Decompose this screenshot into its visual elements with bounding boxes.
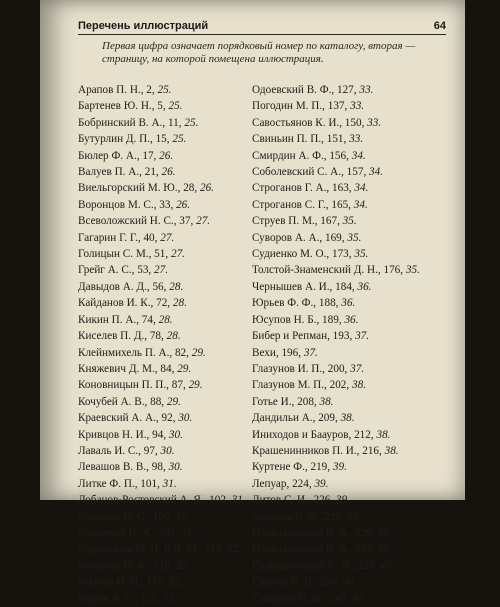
page-title: Перечень иллюстраций bbox=[78, 20, 209, 32]
entry-page: 29. bbox=[191, 346, 206, 359]
entry-name: Гагарин Г. Г., 40, bbox=[78, 231, 158, 244]
entry-name: Толстой-Знаменский Д. Н., 176, bbox=[252, 264, 404, 277]
index-entry bbox=[78, 164, 246, 180]
entry-page: 30. bbox=[160, 444, 175, 457]
entry-page: 39. bbox=[332, 461, 347, 474]
entry-name: Одоевский В. Ф., 127, bbox=[252, 84, 357, 96]
entry-page: 27. bbox=[154, 264, 168, 277]
right-column bbox=[252, 82, 420, 607]
entry-page: 40. bbox=[342, 576, 357, 589]
entry-page: 27. bbox=[196, 215, 211, 228]
entry-page: 35. bbox=[405, 264, 420, 277]
index-entry bbox=[252, 295, 420, 311]
entry-name: Мальцов И. С., 106, bbox=[78, 510, 173, 523]
entry-name: Иниходов и Баауров, 212, bbox=[252, 428, 374, 441]
index-entry bbox=[252, 262, 420, 278]
index-entry bbox=[252, 98, 420, 114]
entry-page: 26. bbox=[176, 198, 191, 211]
entry-name: Левашов В. В., 98, bbox=[78, 461, 166, 474]
index-entry bbox=[252, 476, 420, 492]
entry-page: 38. bbox=[384, 444, 399, 457]
entry-page: 30. bbox=[178, 412, 193, 425]
index-entry bbox=[78, 262, 246, 278]
entry-name: Коновницын П. П., 87, bbox=[78, 379, 186, 392]
entry-name: Бюлер Ф. А., 17, bbox=[78, 149, 157, 162]
entry-name: Кривцов Н. И., 94, bbox=[78, 428, 167, 441]
entry-page: 30. bbox=[168, 461, 183, 474]
index-entry bbox=[78, 443, 246, 459]
index-entry bbox=[252, 591, 420, 607]
entry-name: Лепуар, 224, bbox=[252, 477, 312, 490]
index-entry bbox=[78, 394, 246, 410]
entry-page: 27. bbox=[170, 248, 185, 261]
entry-page: 30. bbox=[168, 428, 183, 441]
entry-name: Киселев П. Д., 78, bbox=[78, 330, 164, 343]
index-entry bbox=[78, 279, 246, 295]
entry-name: Грейг А. С., 53, bbox=[78, 264, 152, 277]
entry-page: 38. bbox=[376, 428, 391, 441]
index-entry bbox=[78, 295, 246, 311]
entry-page: 33. bbox=[350, 100, 365, 113]
entry-name: Юсупов Н. Б., 189, bbox=[252, 313, 342, 326]
entry-name: Всеволожский Н. С., 37, bbox=[78, 215, 194, 228]
entry-page: 38. bbox=[352, 379, 366, 392]
entry-page: 32. bbox=[168, 576, 183, 589]
index-entry bbox=[252, 459, 420, 475]
entry-page: 35. bbox=[354, 248, 369, 261]
entry-name: Сленин И. В., 240, bbox=[252, 576, 340, 589]
entry-name: Суворов А. А., 169, bbox=[252, 231, 345, 244]
index-entry bbox=[78, 230, 246, 246]
index-entry bbox=[78, 345, 246, 361]
entry-page: 26. bbox=[161, 166, 176, 179]
index-entry bbox=[78, 410, 246, 426]
entry-name: Глазунов М. П., 202, bbox=[252, 379, 350, 392]
entry-name: Крашенинников П. И., 216, bbox=[252, 444, 382, 457]
entry-name: Краевский А. А., 92, bbox=[78, 412, 176, 425]
entry-page: 31. bbox=[231, 494, 246, 507]
entry-page: 34. bbox=[354, 182, 369, 195]
index-entry bbox=[78, 213, 246, 229]
entry-page: 32. bbox=[162, 592, 177, 605]
entry-name: Куртене Ф., 219, bbox=[252, 461, 331, 474]
entry-page: 36. bbox=[341, 297, 356, 310]
entry-name: Юрьев Ф. Ф., 188, bbox=[252, 297, 339, 310]
entry-name: Валуев П. А., 21, bbox=[78, 166, 159, 179]
entry-page: 33. bbox=[349, 133, 364, 146]
entry-page: 35. bbox=[347, 231, 362, 244]
entry-name: Литке Ф. П., 101, bbox=[78, 477, 160, 490]
index-entry bbox=[252, 541, 420, 557]
entry-page: 33. bbox=[367, 116, 382, 129]
index-entry bbox=[252, 197, 420, 213]
entry-page: 33. bbox=[359, 84, 374, 96]
entry-name: Строганов С. Г., 165, bbox=[252, 198, 351, 211]
index-entry bbox=[252, 279, 420, 295]
index-entry bbox=[78, 377, 246, 393]
entry-page: 37. bbox=[303, 346, 318, 359]
index-entry bbox=[252, 213, 420, 229]
entry-name: Смирдин И. Ф., 243, bbox=[252, 592, 349, 605]
entry-page: 31. bbox=[175, 510, 190, 523]
index-entry bbox=[78, 328, 246, 344]
index-entry bbox=[252, 492, 420, 508]
entry-page: 37. bbox=[355, 330, 370, 343]
entry-page: 36. bbox=[344, 313, 359, 326]
entry-name: Кикин П. А., 74, bbox=[78, 313, 156, 326]
index-entry bbox=[252, 148, 420, 164]
entry-name: Струев П. М., 167, bbox=[252, 215, 340, 228]
entry-name: Судиенко М. О., 173, bbox=[252, 248, 352, 261]
index-entry bbox=[252, 115, 420, 131]
entry-name: Глазунов И. П., 200, bbox=[252, 362, 348, 375]
index-entry bbox=[78, 180, 246, 196]
entry-name: Строганов Г. А., 163, bbox=[252, 182, 352, 195]
entry-name: Маркевич Н. А., 107, bbox=[78, 526, 179, 539]
entry-name: Селивановский С. И., 238, bbox=[252, 559, 378, 572]
entry-page: 26. bbox=[159, 149, 174, 162]
entry-name: Княжевич Д. М., 84, bbox=[78, 362, 175, 375]
entry-page: 31. bbox=[180, 526, 195, 539]
index-entry bbox=[78, 115, 246, 131]
index-entry bbox=[78, 459, 246, 475]
index-entry bbox=[78, 525, 246, 541]
entry-page: 27. bbox=[160, 231, 175, 244]
index-entry bbox=[252, 230, 420, 246]
entry-page: 39. bbox=[314, 477, 329, 490]
intro-note: Первая цифра означает порядковый номер по каталогу, вторая — страницу, на которой помещена иллюстрация. bbox=[102, 40, 416, 65]
entry-page: 29. bbox=[177, 362, 192, 375]
entry-page: 34. bbox=[369, 166, 384, 179]
entry-page: 25. bbox=[184, 116, 199, 129]
index-entry bbox=[252, 361, 420, 377]
entry-name: Муханов П. А., 118, bbox=[78, 559, 173, 572]
entry-page: 38. bbox=[340, 412, 355, 425]
index-entry bbox=[252, 131, 420, 147]
entry-name: Клейнмихель П. А., 82, bbox=[78, 346, 189, 359]
index-entry bbox=[78, 492, 246, 508]
entry-name: Плавильщиков В. А., 232, bbox=[252, 543, 375, 556]
entry-name: Арапов П. Н., 2, bbox=[78, 84, 155, 96]
index-entry bbox=[252, 525, 420, 541]
index-entry bbox=[78, 197, 246, 213]
entry-name: Норов А. С., 125, bbox=[78, 592, 161, 605]
index-entry bbox=[252, 180, 420, 196]
entry-name: Бибер и Репман, 193, bbox=[252, 330, 353, 343]
entry-page: 40. bbox=[380, 559, 395, 572]
book-page bbox=[40, 0, 465, 605]
entry-page: 25. bbox=[172, 133, 187, 146]
index-entry bbox=[252, 82, 420, 98]
entry-name: Бутурлин Д. П., 15, bbox=[78, 133, 170, 146]
index-entry bbox=[252, 443, 420, 459]
entry-name: Вехи, 196, bbox=[252, 346, 302, 359]
entry-name: Савостьянов К. И., 150, bbox=[252, 116, 365, 129]
entry-page: 25. bbox=[168, 100, 183, 113]
entry-page: 25. bbox=[157, 84, 172, 96]
entry-name: Бартенев Ю. Н., 5, bbox=[78, 100, 166, 113]
entry-page: 34. bbox=[353, 198, 368, 211]
index-entry bbox=[78, 541, 246, 557]
index-entry bbox=[78, 427, 246, 443]
index-entry bbox=[78, 509, 246, 525]
entry-name: Воронцов М. С., 33, bbox=[78, 198, 174, 211]
entry-name: Давыдов А. Д., 56, bbox=[78, 280, 167, 293]
entry-page: 35. bbox=[342, 215, 357, 228]
entry-page: 26. bbox=[199, 182, 214, 195]
index-entry bbox=[252, 246, 420, 262]
entry-page: 39. bbox=[346, 510, 361, 523]
entry-name: Дандильи А., 209, bbox=[252, 412, 338, 425]
index-entry bbox=[252, 427, 420, 443]
index-entry bbox=[78, 574, 246, 590]
entry-page: 29. bbox=[166, 395, 181, 408]
entry-name: Логинов В. В., 227, bbox=[252, 510, 344, 523]
entry-name: Смирдин А. Ф., 156, bbox=[252, 149, 349, 162]
entry-page: 32. bbox=[226, 543, 241, 556]
page-number: 64 bbox=[433, 20, 446, 32]
index-entry bbox=[252, 164, 420, 180]
index-entry bbox=[78, 148, 246, 164]
index-entry bbox=[252, 394, 420, 410]
entry-name: Виельгорский М. Ю., 28, bbox=[78, 182, 198, 195]
entry-name: Свиньин П. П., 151, bbox=[252, 133, 347, 146]
entry-page: 28. bbox=[169, 280, 184, 293]
index-entry bbox=[78, 82, 246, 98]
entry-name: Готье И., 208, bbox=[252, 395, 317, 408]
entry-name: Лаваль И. С., 97, bbox=[78, 444, 158, 457]
index-entry bbox=[78, 312, 246, 328]
entry-page: 38. bbox=[319, 395, 334, 408]
entry-page: 31. bbox=[162, 477, 177, 490]
entry-name: Литов С. И., 226, bbox=[252, 494, 334, 507]
entry-page: 29. bbox=[188, 379, 203, 392]
left-column bbox=[78, 82, 246, 607]
index-entry bbox=[78, 558, 246, 574]
entry-page: 34. bbox=[351, 149, 366, 162]
index-entry bbox=[78, 131, 246, 147]
entry-page: 28. bbox=[158, 313, 173, 326]
entry-page: 40. bbox=[351, 592, 366, 605]
entry-page: 32. bbox=[175, 559, 190, 572]
index-entry bbox=[78, 246, 246, 262]
entry-name: Чернышев А. И., 184, bbox=[252, 280, 355, 293]
entry-page: 28. bbox=[166, 330, 181, 343]
entry-page: 39. bbox=[377, 543, 392, 556]
entry-page: 39. bbox=[377, 526, 392, 539]
entry-name: Плавильщиков В. А., 229, bbox=[252, 526, 375, 539]
entry-name: Кочубей А. В., 88, bbox=[78, 395, 165, 408]
entry-name: Бобринский В. А., 11, bbox=[78, 116, 182, 129]
index-entry bbox=[78, 361, 246, 377]
index-entry bbox=[78, 98, 246, 114]
entry-name: Мятлев И. П., 119, bbox=[78, 576, 166, 589]
entry-name: Муравьевы М. Н. и Н. М., 113, bbox=[78, 543, 224, 556]
running-header bbox=[78, 18, 446, 40]
entry-page: 36. bbox=[357, 280, 372, 293]
entry-name: Лобанов-Ростовский А. Я., 102, bbox=[78, 494, 229, 507]
entry-name: Голицын С. М., 51, bbox=[78, 248, 169, 261]
index-entry bbox=[252, 410, 420, 426]
entry-name: Погодин М. П., 137, bbox=[252, 100, 348, 113]
entry-name: Соболевский С. А., 157, bbox=[252, 166, 367, 179]
index-entry bbox=[252, 312, 420, 328]
entry-page: 28. bbox=[172, 297, 187, 310]
index-entry bbox=[252, 509, 420, 525]
index-entry bbox=[252, 345, 420, 361]
header-rule bbox=[78, 34, 446, 35]
index-entry bbox=[252, 328, 420, 344]
index-entry bbox=[252, 377, 420, 393]
index-entry bbox=[78, 591, 246, 607]
entry-name: Кайданов И. К., 72, bbox=[78, 297, 171, 310]
entry-page: 39. bbox=[335, 494, 350, 507]
index-entry bbox=[78, 476, 246, 492]
index-entry bbox=[252, 574, 420, 590]
entry-page: 37. bbox=[350, 362, 365, 375]
index-entry bbox=[252, 558, 420, 574]
